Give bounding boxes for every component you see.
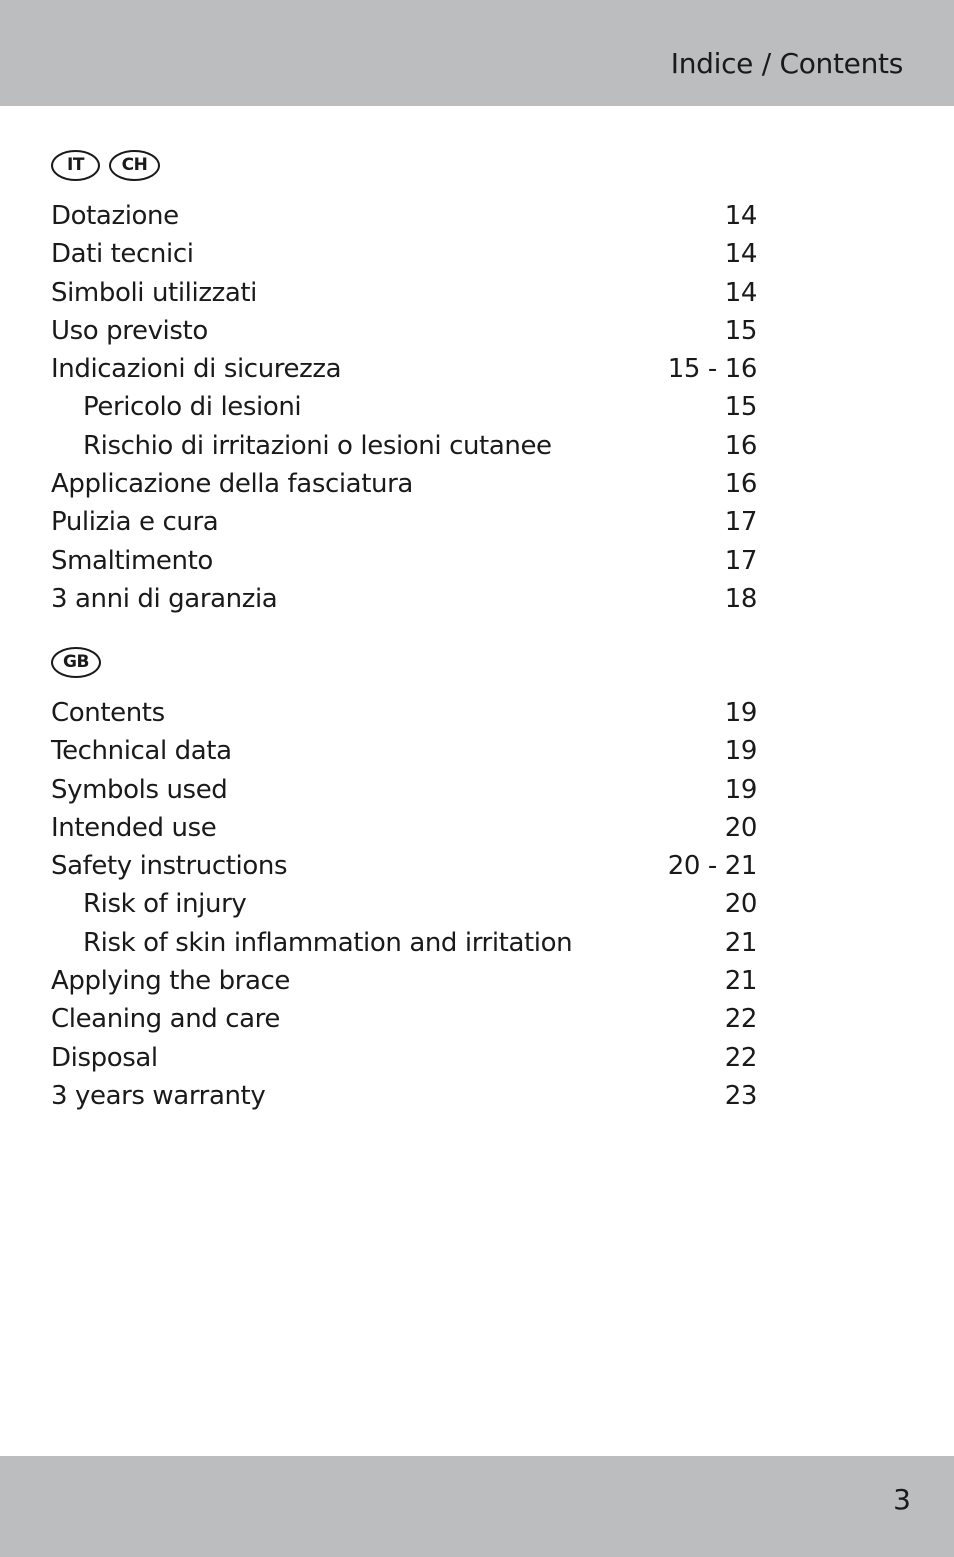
toc-entry-label: 3 years warranty [51,1080,266,1111]
toc-entry-label: Technical data [51,736,232,767]
toc-entry-label: Risk of skin inflammation and irritation [83,927,573,958]
toc-entry[interactable] [51,694,757,732]
toc-subentry[interactable] [51,427,757,465]
toc-entry[interactable] [51,312,757,350]
toc-section-gb [51,647,757,1115]
toc-entry-page: 21 [724,927,757,958]
toc-subentry[interactable] [51,388,757,426]
toc-entry-label: Pulizia e cura [51,507,219,538]
language-badge-it: IT [51,150,100,181]
language-badges [51,647,757,694]
toc-entry-page: 15 [724,315,757,346]
toc-entry-label: Applicazione della fasciatura [51,469,413,500]
toc-entry-page: 15 [724,392,757,423]
toc-entry-label: Cleaning and care [51,1004,280,1035]
toc-section-it [51,150,757,618]
toc-entry-page: 14 [724,277,757,308]
toc-entry-label: Simboli utilizzati [51,277,257,308]
language-badges [51,150,757,197]
toc-entry-page: 22 [724,1004,757,1035]
toc-entry[interactable] [51,542,757,580]
toc-entry-label: Contents [51,698,165,728]
header-bar [0,0,954,106]
toc-entry-page: 18 [724,583,757,614]
toc-list-it [51,197,757,618]
toc-entry-page: 15 - 16 [667,354,757,385]
toc-entry-label: Indicazioni di sicurezza [51,354,342,385]
toc-entry-page: 22 [724,1042,757,1073]
toc-entry-label: Applying the brace [51,966,291,997]
toc-entry-page: 14 [724,201,757,231]
toc-subentry[interactable] [51,924,757,962]
toc-entry[interactable] [51,732,757,770]
toc-entry-page: 21 [724,966,757,997]
page-number: 3 [893,1483,911,1516]
toc-subentry[interactable] [51,885,757,923]
language-badge-gb: GB [51,647,101,678]
language-badge-ch: CH [109,150,160,181]
toc-entry-label: Uso previsto [51,315,208,346]
toc-entry[interactable] [51,962,757,1000]
toc-entry-label: Smaltimento [51,545,213,576]
toc-entry-page: 17 [724,545,757,576]
toc-entry[interactable] [51,274,757,312]
toc-entry-page: 19 [724,698,757,728]
toc-entry[interactable] [51,1039,757,1077]
toc-entry[interactable] [51,503,757,541]
toc-entry-label: Disposal [51,1042,158,1073]
toc-entry-label: Pericolo di lesioni [83,392,302,423]
toc-entry[interactable] [51,197,757,235]
toc-entry[interactable] [51,1077,757,1115]
toc-entry[interactable] [51,350,757,388]
footer-bar [0,1456,954,1557]
toc-entry[interactable] [51,235,757,273]
toc-entry-page: 16 [724,430,757,461]
toc-entry-label: Dati tecnici [51,239,194,270]
toc-entry-label: Dotazione [51,201,179,231]
toc-entry[interactable] [51,1000,757,1038]
toc-entry-label: Safety instructions [51,851,288,882]
toc-entry[interactable] [51,465,757,503]
toc-entry-page: 17 [724,507,757,538]
toc-entry-page: 19 [724,774,757,805]
toc-entry-page: 20 - 21 [667,851,757,882]
toc-entry-page: 23 [724,1080,757,1111]
toc-entry-page: 16 [724,469,757,500]
toc-entry-page: 20 [724,889,757,920]
toc-entry[interactable] [51,580,757,618]
toc-entry-label: Rischio di irritazioni o lesioni cutanee [83,430,552,461]
toc-entry-label: Intended use [51,812,217,843]
toc-entry-label: Risk of injury [83,889,247,920]
page-title: Indice / Contents [670,47,903,80]
toc-entry-page: 14 [724,239,757,270]
toc-entry-label: Symbols used [51,774,228,805]
toc-entry-label: 3 anni di garanzia [51,583,278,614]
toc-list-gb [51,694,757,1115]
toc-entry-page: 20 [724,812,757,843]
toc-entry[interactable] [51,809,757,847]
toc-entry[interactable] [51,771,757,809]
toc-entry-page: 19 [724,736,757,767]
toc-entry[interactable] [51,847,757,885]
